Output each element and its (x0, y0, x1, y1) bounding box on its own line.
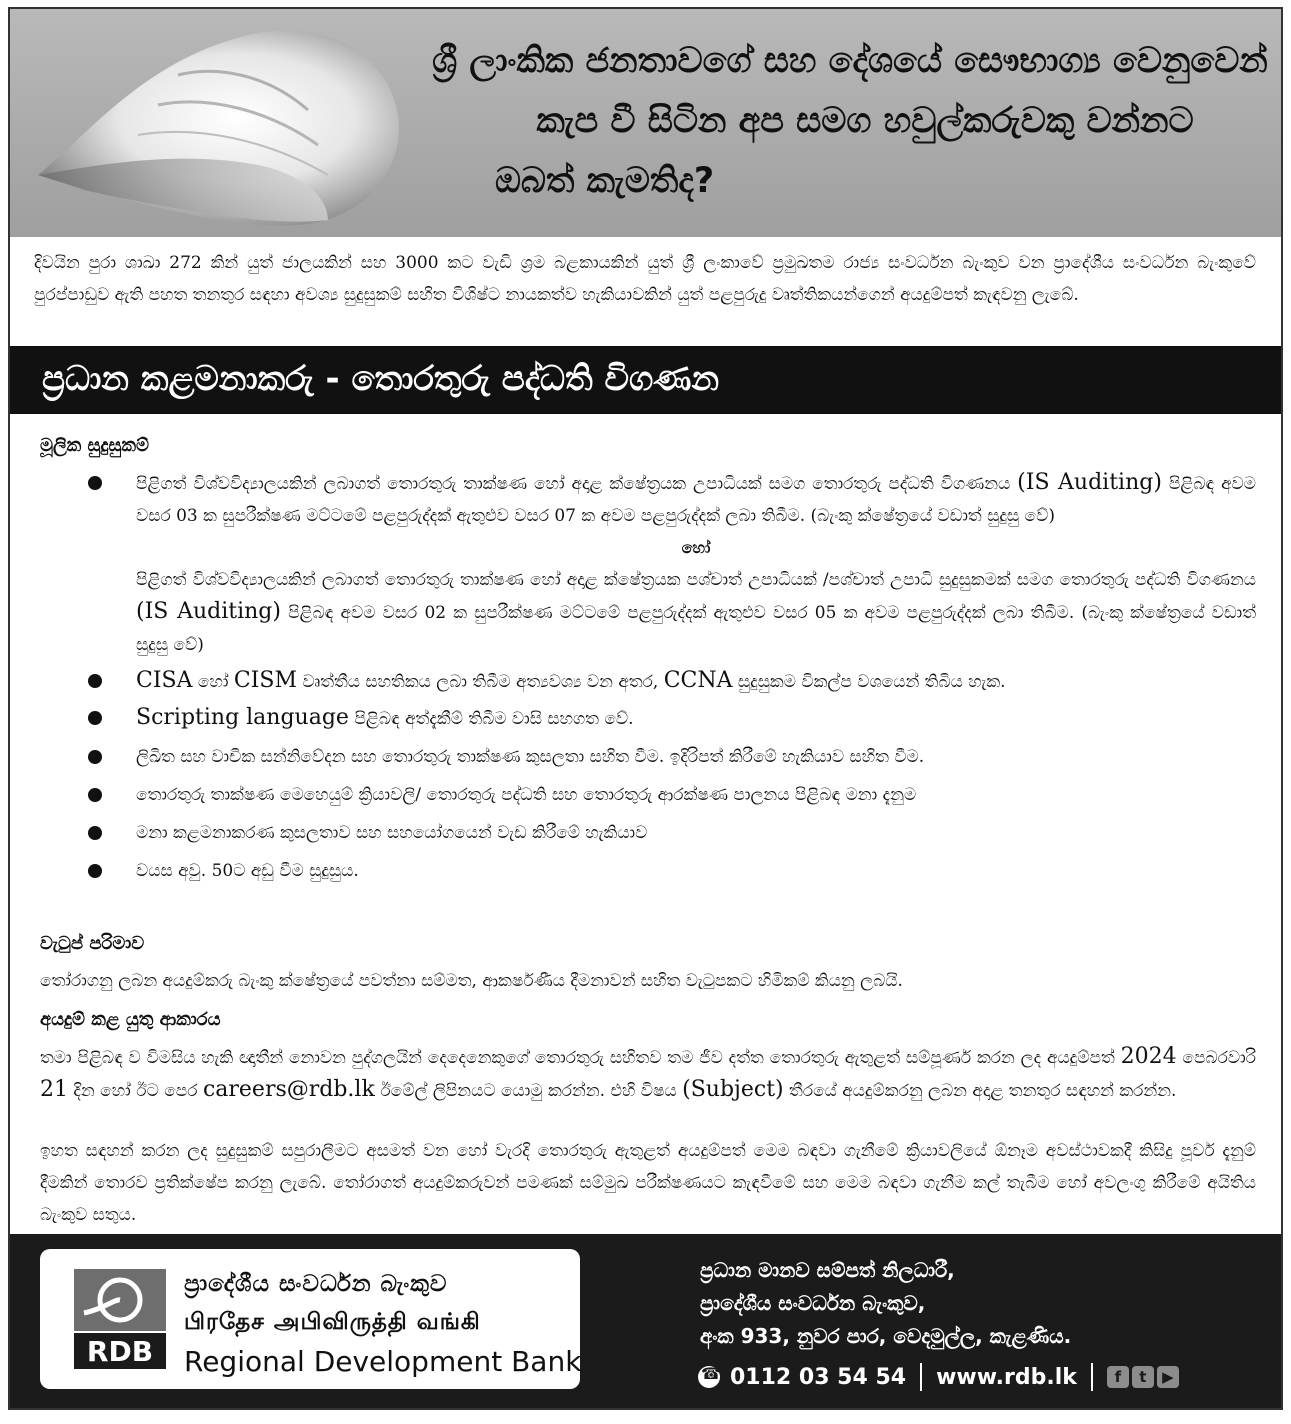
address-line-2: ප්‍රාදේශීය සංවර්ධන බැංකුව, (700, 1291, 926, 1315)
or-separator: හෝ (681, 538, 711, 557)
bullet-icon (88, 750, 102, 764)
twitter-icon[interactable]: t (1132, 1366, 1154, 1388)
bullet-icon (88, 476, 102, 490)
banner-line-3: ඔබත් කැමතිද? (495, 161, 715, 201)
list-item-alternative: පිළිගත් විශ්වවිද්‍යාලයකින් ලබාගත් තොරතුරු තාක්ෂණ හෝ අදාළ ක්ෂේත්‍රයක පශ්චාත් උපාධියක් /පශ්චාත් උපාධි සුදුසුකමක් සමග තොරතුරු පද්ධති විගණනය (IS Auditing) පිළිබඳ අවම වසර 02 ක සුපරීක්ෂණ මට්ටමේ පළපුරුද්දක් ඇතුළුව වසර 05 ක අවම පළපුරුද්දක් ලබා තිබීම. (බැංකු ක්ෂේත්‍රයේ වඩාත් සුදුසු වේ) (136, 570, 1256, 655)
bullet-icon (88, 864, 102, 878)
contact-address (700, 1254, 1071, 1353)
apply-heading: අයදුම් කළ යුතු ආකාරය (40, 1009, 221, 1030)
advertisement-page (8, 7, 1283, 1410)
social-icons (1107, 1366, 1179, 1388)
intro-paragraph: දිවයින පුරා ශාඛා 272 කින් යුත් ජාලයකින් සහ 3000 කට වැඩි ශ්‍රම බළකායකින් යුත් ශ්‍රී ලංකාවේ ප්‍රමුඛතම රාජ්‍ය සංවර්ධන බැංකුව වන ප්‍රාදේශීය සංවර්ධන බැංකුවේ පුරප්පාඩුව ඇති පහත තනතුර සඳහා අවශ්‍ය සුදුසුකම් සහිත විශිෂ්ට නායකත්ව හැකියාවකින් යුත් පළපුරුදු වෘත්තිකයන්ගෙන් අයදුම්පත් කැඳවනු ලැබේ. (34, 253, 1256, 305)
facebook-icon[interactable]: f (1107, 1366, 1129, 1388)
list-item: තොරතුරු තාක්ෂණ මෙහෙයුම් ක්‍රියාවලි/ තොරතුරු පද්ධති සහ තොරතුරු ආරක්ෂණ පාලනය පිළිබඳ මනා දැනුම (84, 779, 1256, 811)
list-item: පිළිගත් විශ්වවිද්‍යාලයකින් ලබාගත් තොරතුරු තාක්ෂණ හෝ අදාළ ක්ෂේත්‍රයක උපාධියක් සමග තොරතුරු පද්ධති විගණනය (IS Auditing) පිළිබඳ අවම වසර 03 ක සුපරීක්ෂණ මට්ටමේ පළපුරුද්දක් ඇතුළුව වසර 07 ක අවම පළපුරුද්දක් ලබා තිබීම. (බැංකු ක්ෂේත්‍රයේ වඩාත් සුදුසු වේ) (84, 467, 1256, 532)
banner-line-1: ශ්‍රී ලාංකික ජනතාවගේ සහ දේශයේ සෞභාග්‍ය වෙනුවෙන් (432, 41, 1268, 81)
email-link[interactable]: careers@rdb.lk (202, 1077, 375, 1102)
phone-icon (698, 1366, 720, 1388)
qualifications-list (84, 467, 1256, 887)
bullet-icon (88, 788, 102, 802)
bank-name-english: Regional Development Bank (184, 1345, 582, 1378)
banner-line-2: කැප වී සිටින අප සමග හවුල්කරුවකු වන්නට (536, 101, 1194, 141)
address-line-1: ප්‍රධාන මානව සම්පත් නිලධාරී, (700, 1258, 955, 1282)
bank-name-tamil: பிரதேச அபிவிருத்தி வங்கி (184, 1309, 481, 1335)
divider (920, 1363, 922, 1391)
job-title-bar (10, 346, 1281, 414)
apply-paragraph-1: තමා පිළිබඳ ව විමසිය හැකි ඥාතීන් නොවන පුද්ගලයින් දෙදෙනෙකුගේ තොරතුරු සහිතව තම ජීව දත්ත තොරතුරු ඇතුළත් සම්පූර්ණ කරන ලද අයදුම්පත් 2024 පෙබරවාරි 21 දින හෝ ඊට පෙර careers@rdb.lk ඊමේල් ලිපිනයට යොමු කරන්න. එහි විෂය (Subject) තීරයේ අයදුම්කරනු ලබන අදාළ තනතුර සඳහන් කරන්න. (40, 1044, 1256, 1102)
footer (10, 1234, 1281, 1408)
youtube-icon[interactable]: ▶ (1157, 1366, 1179, 1388)
list-item: මනා කළමනාකරණ කුසලතාව සහ සහයෝගයෙන් වැඩ කිරීමේ හැකියාව (84, 817, 1256, 849)
qualifications-heading: මූලික සුදුසුකම් (40, 435, 149, 456)
salary-text: තෝරාගනු ලබන අයදුම්කරු බැංකු ක්ෂේත්‍රයේ පවත්නා සම්මත, ආකර්ෂණීය දීමනාවන් සහිත වැටුපකට හිමිකම් කියනු ලබයි. (40, 971, 903, 991)
apply-paragraph-2: ඉහත සඳහන් කරන ලද සුදුසුකම් සපුරාලීමට අසමත් වන හෝ වැරදි තොරතුරු ඇතුළත් අයදුම්පත් මෙම බඳවා ගැනීමේ ක්‍රියාවලියේ ඕනෑම අවස්ථාවකදී කිසිදු පූර්ව දැනුම් දීමකින් තොරව ප්‍රතික්ෂේප කරනු ලැබේ. තෝරාගත් අයදුම්කරුවන් පමණක් සම්මුඛ පරීක්ෂණයට කැඳවීමේ සහ මෙම බඳවා ගැනීම කල් තැබීම හෝ අවලංගු කිරීමේ අයිතිය බැංකුව සතුය. (40, 1141, 1256, 1225)
header-banner (10, 9, 1281, 237)
bank-logo-card (40, 1249, 580, 1389)
rdb-logo-icon (74, 1269, 166, 1369)
bank-name-sinhala: ප්‍රාදේශීය සංවර්ධන බැංකුව (184, 1271, 448, 1297)
list-item: Scripting language පිළිබඳ අත්දැකීම් තිබීම වාසි සහගත වේ. (84, 702, 1256, 735)
job-title: ප්‍රධාන කළමනාකරු - තොරතුරු පද්ධති විගණන (42, 359, 720, 399)
bullet-icon (88, 674, 102, 688)
bullet-icon (88, 711, 102, 725)
phone-number[interactable]: 0112 03 54 54 (730, 1364, 907, 1390)
divider (1091, 1363, 1093, 1391)
list-item: ලිඛිත සහ වාචික සන්නිවේදන සහ තොරතුරු තාක්ෂණ කුසලතා සහිත වීම. ඉදිරිපත් කිරීමේ හැකියාව සහිත වීම. (84, 741, 1256, 773)
address-line-3: අංක 933, නුවර පාර, වෙදමුල්ල, කැළණිය. (700, 1324, 1072, 1348)
contact-bar (698, 1362, 1179, 1392)
list-item: වයස අවු. 50ට අඩු වීම සුදුසුය. (84, 855, 1256, 887)
bullet-icon (88, 826, 102, 840)
logo-abbr: RDB (86, 1335, 154, 1368)
website-link[interactable]: www.rdb.lk (936, 1364, 1077, 1390)
list-item: CISA හෝ CISM වෘත්තීය සහතිකය ලබා තිබීම අත්‍යවශ්‍ය වන අතර, CCNA සුදුසුකම විකල්ප වශයෙන් තිබිය හැක. (84, 665, 1256, 698)
salary-heading: වැටුප් පරිමාව (40, 933, 145, 954)
